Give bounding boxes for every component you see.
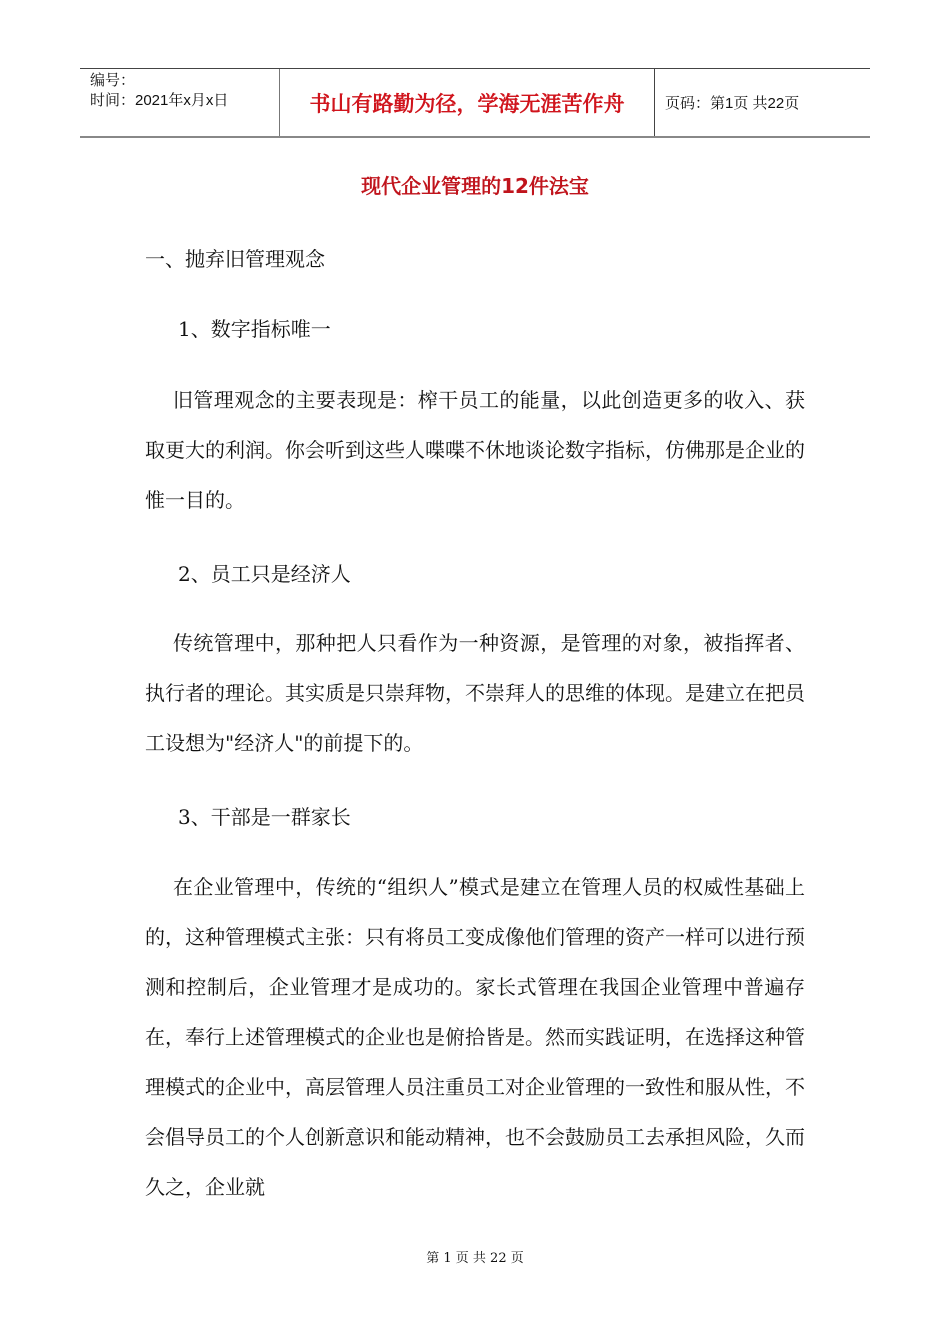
paragraph: 在企业管理中，传统的“组织人”模式是建立在管理人员的权威性基础上的，这种管理模式主张：只有将员工变成像他们管理的资产一样可以进行预测和控制后，企业管理才是成功的。家长式管理在我国企业管理中普遍存在，奉行上述管理模式的企业也是俯拾皆是。然而实践证明，在选择这种管理模式的企业中，高层管理人员注重员工对企业管理的一致性和服从性，不会倡导员工的个人创新意识和能动精神，也不会鼓励员工去承担风险，久而久之，企业就 <box>145 875 805 1199</box>
header-table <box>80 68 870 138</box>
number-label: 编号： <box>90 72 136 89</box>
paragraph: 旧管理观念的主要表现是：榨干员工的能量，以此创造更多的收入、获取更大的利润。你会听到这些人喋喋不休地谈论数字指标，仿佛那是企业的惟一目的。 <box>145 388 805 512</box>
header-page-info: 页码：第1页 共22页 <box>665 95 800 112</box>
section-heading: 一、抛弃旧管理观念 <box>145 247 325 271</box>
document-title: 现代企业管理的12件法宝 <box>361 174 589 198</box>
header-meta <box>80 69 280 136</box>
page-footer: 第 1 页 共 22 页 <box>426 1251 524 1266</box>
time-label: 时间：2021年x月x日 <box>90 92 229 109</box>
header-motto: 书山有路勤为径，学海无涯苦作舟 <box>280 69 655 136</box>
item-heading: 3、干部是一群家长 <box>178 805 351 829</box>
paragraph: 传统管理中，那种把人只看作为一种资源，是管理的对象，被指挥者、执行者的理论。其实质是只崇拜物，不崇拜人的思维的体现。是建立在把员工设想为"经济人"的前提下的。 <box>145 631 805 755</box>
item-heading: 1、数字指标唯一 <box>178 317 331 341</box>
item-heading: 2、员工只是经济人 <box>178 562 351 586</box>
